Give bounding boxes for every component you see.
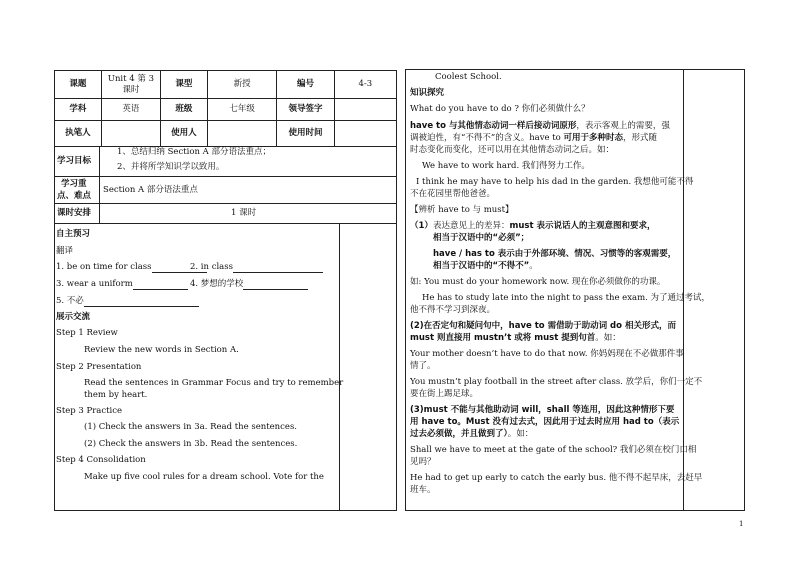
have-to-line-2: 调被迫性，有“不得不”的含义。have to 可用于多种时态，形式随	[410, 133, 658, 143]
step-3-text-2: (2) Check the answers in 3b. Read the sentences.	[84, 439, 298, 449]
example-6a: You mustn’t play football in the street after class. 放学后，你们一定不	[410, 377, 703, 387]
value-signature	[334, 99, 396, 121]
knowledge-title: 知识探究	[410, 88, 445, 98]
note-2-line-2: must 则直接用 mustn’t 或将 must 提到句首。如：	[410, 333, 621, 343]
example-4a: He has to study late into the night to pass the exam. 为了通过考试，	[422, 293, 711, 303]
example-5a: Your mother doesn’t have to do that now. 你妈妈现在不必做那件事	[410, 349, 684, 359]
value-user	[207, 121, 277, 147]
time-text: 1 课时	[231, 208, 257, 218]
note-3-line-3: 过去必须做，并且做到了）。如：	[410, 429, 534, 439]
translate-item-3: 3. wear a uniform	[56, 279, 188, 290]
step-2-text-2: them by heart.	[84, 390, 148, 400]
value-class: 七年级	[207, 99, 277, 121]
key-points-row	[54, 176, 397, 204]
key-label-2: 点、难点	[57, 191, 92, 201]
show-title: 展示交流	[56, 312, 91, 322]
value-use-time	[334, 121, 396, 147]
label-number: 编号	[277, 71, 334, 99]
step-2: Step 2 Presentation	[56, 362, 142, 372]
translate-item-4: 4. 梦想的学校	[190, 279, 308, 290]
note-1-number: （1）	[410, 221, 433, 231]
translate-item-2: 2. in class	[190, 262, 323, 273]
label-use-time: 使用时间	[277, 121, 334, 147]
example-5b: 情了。	[410, 361, 436, 371]
step-1-text: Review the new words in Section A.	[84, 345, 239, 355]
step-3-text-1: (1) Check the answers in 3a. Read the sentences.	[84, 422, 298, 432]
note-1-line-4: 相当于汉语中的“不得不”。	[433, 261, 538, 271]
key-label-1: 学习重	[61, 179, 87, 189]
value-type: 新授	[207, 71, 277, 99]
note-1-line-3: have / has to 表示由于外部环境、情况、习惯等的客观需要，	[433, 249, 677, 259]
example-4b: 他不得不学习到深夜。	[410, 305, 496, 315]
label-class: 班级	[161, 99, 208, 121]
example-8a: He had to get up early to catch the early bus. 他不得不起早床，去赶早	[410, 473, 703, 483]
value-topic: Unit 4 第 3 课时	[101, 71, 160, 99]
example-6b: 要在街上踢足球。	[410, 389, 479, 399]
label-author: 执笔人	[55, 121, 102, 147]
example-3: 如: You must do your homework now. 现在你必须做你的功课。	[410, 277, 666, 287]
label-user: 使用人	[161, 121, 208, 147]
example-2a: I think he may have to help his dad in the garden. 我想他可能不得	[416, 177, 694, 187]
step-1: Step 1 Review	[56, 328, 118, 338]
coolest-school: Coolest School.	[435, 72, 502, 82]
goal-item: 1、总结归纳 Section A 部分语法重点；	[117, 147, 271, 157]
lesson-info-table	[54, 70, 397, 147]
value-author	[101, 121, 160, 147]
label-type: 课型	[161, 71, 208, 99]
translate-item-5: 5. 不必	[56, 296, 199, 307]
label-subject: 学科	[55, 99, 102, 121]
step-2-text: Read the sentences in Grammar Focus and try to remember	[84, 378, 344, 388]
translate-label: 翻译	[56, 246, 74, 256]
note-3-line-1: (3)must 不能与其他助动词 will，shall 等连用，因此这种情形下要	[410, 405, 675, 415]
analysis-title: 【辨析 have to 与 must】	[410, 205, 514, 215]
example-1: We have to work hard. 我们得努力工作。	[422, 161, 590, 171]
step-4-text: Make up five cool rules for a dream school. Vote for the	[84, 472, 324, 482]
note-3-line-2: 用 have to。Must 没有过去式，因此用于过去时应用 had to（表示	[410, 417, 680, 427]
example-7b: 见吗？	[410, 457, 436, 467]
have-to-line-3: 时态变化而变化，还可以用在其他情态动词之后。如：	[410, 145, 615, 155]
note-1-line-2: 相当于汉语中的“必须”；	[433, 233, 530, 243]
goals-label: 学习目标	[57, 156, 92, 166]
key-text: Section A 部分语法重点	[103, 185, 198, 195]
step-3: Step 3 Practice	[56, 406, 123, 416]
preview-title: 自主预习	[56, 229, 91, 239]
value-number: 4-3	[334, 71, 396, 99]
note-1-line-1: 表达意见上的差异：must 表示说话人的主观意图和要求，	[433, 221, 656, 231]
goals-row	[54, 146, 397, 177]
note-2-line-1: (2)在否定句和疑问句中，have to 需借助于助动词 do 相关形式，而	[410, 321, 676, 331]
example-7a: Shall we have to meet at the gate of the school? 我们必须在校门口相	[410, 445, 697, 455]
example-2b: 不在花园里帮他爸爸。	[410, 189, 496, 199]
example-8b: 班车。	[410, 485, 436, 495]
time-row	[54, 203, 397, 224]
page-number: 1	[739, 520, 744, 528]
question: What do you have to do ? 你们必须做什么？	[410, 104, 590, 114]
step-4: Step 4 Consolidation	[56, 455, 146, 465]
value-subject: 英语	[101, 99, 160, 121]
label-signature: 领导签字	[277, 99, 334, 121]
have-to-line-1: have to 与其他情态动词一样后接动词原形，表示客观上的需要，强	[410, 121, 670, 131]
time-label: 课时安排	[57, 208, 92, 218]
goal-item: 2、并将所学知识学以致用。	[117, 162, 225, 172]
translate-item-1: 1. be on time for class	[56, 262, 207, 273]
label-topic: 课题	[55, 71, 102, 99]
